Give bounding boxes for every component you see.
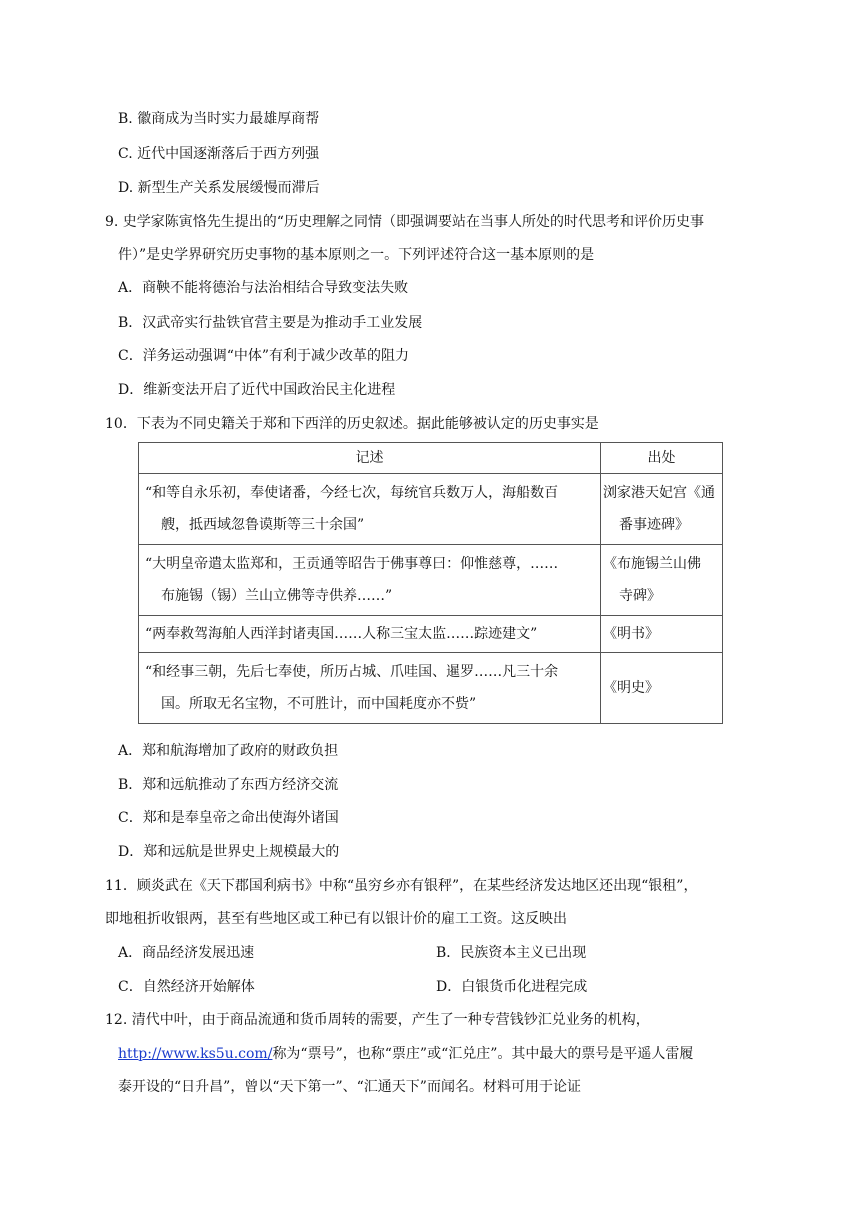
q8-option-d: D. 新型生产关系发展缓慢而滞后 bbox=[118, 180, 320, 196]
source-link[interactable]: http://www.ks5u.com/ bbox=[118, 1046, 273, 1062]
table-row bbox=[139, 653, 723, 724]
source-cell bbox=[601, 616, 723, 653]
source-cell bbox=[601, 474, 723, 545]
q9-option-c: C．洋务运动强调“中体”有利于减少改革的阻力 bbox=[118, 348, 410, 364]
q9-stem-line2: 件）”是史学界研究历史事物的基本原则之一。下列评述符合这一基本原则的是 bbox=[118, 247, 595, 263]
record-cell bbox=[139, 616, 601, 653]
q11-stem-line1: 11．顾炎武在《天下郡国利病书》中称“虽穷乡亦有银秤”，在某些经济发达地区还出现“银租”， bbox=[105, 878, 698, 894]
source-line2: 番事迹碑》 bbox=[619, 517, 689, 533]
table-row bbox=[139, 616, 723, 653]
q12-stem-line2-text: 称为“票号”，也称“票庄”或“汇兑庄”。其中最大的票号是平遥人雷履 bbox=[272, 1046, 694, 1062]
record-line1: “两奉救驾海舶人西洋封诸夷国……人称三宝太监……踪迹建文” bbox=[145, 626, 538, 642]
source-cell bbox=[601, 653, 723, 724]
record-cell bbox=[139, 474, 601, 545]
q9-option-a: A．商鞅不能将德治与法治相结合导致变法失败 bbox=[118, 280, 409, 296]
q10-option-a: A．郑和航海增加了政府的财政负担 bbox=[118, 743, 339, 759]
source-cell bbox=[601, 545, 723, 616]
q10-stem: 10．下表为不同史籍关于郑和下西洋的历史叙述。据此能够被认定的历史事实是 bbox=[105, 416, 599, 432]
q11-option-a: A．商品经济发展迅速 bbox=[118, 945, 255, 961]
q8-option-b: B. 徽商成为当时实力最雄厚商帮 bbox=[118, 111, 320, 127]
q12-stem-line1: 12. 清代中叶，由于商品流通和货币周转的需要，产生了一种专营钱钞汇兑业务的机构， bbox=[105, 1012, 650, 1028]
q10-option-c: C．郑和是奉皇帝之命出使海外诸国 bbox=[118, 810, 339, 826]
table-header-source: 出处 bbox=[601, 443, 723, 474]
q12-stem-line2 bbox=[118, 1044, 693, 1064]
source-line1: 《明史》 bbox=[603, 680, 659, 696]
table-header-record: 记述 bbox=[139, 443, 601, 474]
record-cell bbox=[139, 545, 601, 616]
source-line1: 《布施锡兰山佛 bbox=[603, 556, 701, 572]
q9-option-d: D．维新变法开启了近代中国政治民主化进程 bbox=[118, 382, 396, 398]
q9-stem-line1: 9. 史学家陈寅恪先生提出的“历史理解之同情（即强调要站在当事人所处的时代思考和评价历史事 bbox=[105, 214, 704, 230]
q10-option-b: B．郑和远航推动了东西方经济交流 bbox=[118, 777, 339, 793]
record-line2: 国。所取无名宝物，不可胜计，而中国耗度亦不赀” bbox=[161, 696, 477, 712]
source-line1: 《明书》 bbox=[603, 626, 659, 642]
q11-option-b: B．民族资本主义已出现 bbox=[436, 945, 587, 961]
q10-option-d: D．郑和远航是世界史上规模最大的 bbox=[118, 844, 340, 860]
source-line1: 浏家港天妃宫《通 bbox=[603, 485, 715, 501]
table-row bbox=[139, 545, 723, 616]
table-row bbox=[139, 474, 723, 545]
record-line1: “和等自永乐初，奉使诸番，今经七次，每统官兵数万人，海船数百 bbox=[145, 485, 559, 501]
record-line1: “大明皇帝遣太监郑和，王贡通等昭告于佛事尊曰：仰惟慈尊，…… bbox=[145, 556, 559, 572]
q9-option-b: B．汉武帝实行盐铁官营主要是为推动手工业发展 bbox=[118, 315, 423, 331]
record-line2: 布施锡（锡）兰山立佛等寺供养……” bbox=[161, 588, 393, 604]
q12-stem-line3: 泰开设的“日升昌”，曾以“天下第一”、“汇通天下”而闻名。材料可用于论证 bbox=[118, 1079, 581, 1095]
table-header-row bbox=[139, 443, 723, 474]
record-line2: 艘，抵西域忽鲁谟斯等三十余国” bbox=[161, 517, 365, 533]
q11-option-c: C．自然经济开始解体 bbox=[118, 979, 255, 995]
record-cell bbox=[139, 653, 601, 724]
q8-option-c: C. 近代中国逐渐落后于西方列强 bbox=[118, 146, 320, 162]
q11-option-d: D．白银货币化进程完成 bbox=[436, 979, 588, 995]
q11-stem-line2: 即地租折收银两，甚至有些地区或工种已有以银计价的雇工工资。这反映出 bbox=[105, 911, 567, 927]
source-line2: 寺碑》 bbox=[619, 588, 661, 604]
record-line1: “和经事三朝，先后七奉使，所历占城、爪哇国、暹罗……凡三十余 bbox=[145, 664, 559, 680]
history-source-table bbox=[138, 442, 723, 724]
